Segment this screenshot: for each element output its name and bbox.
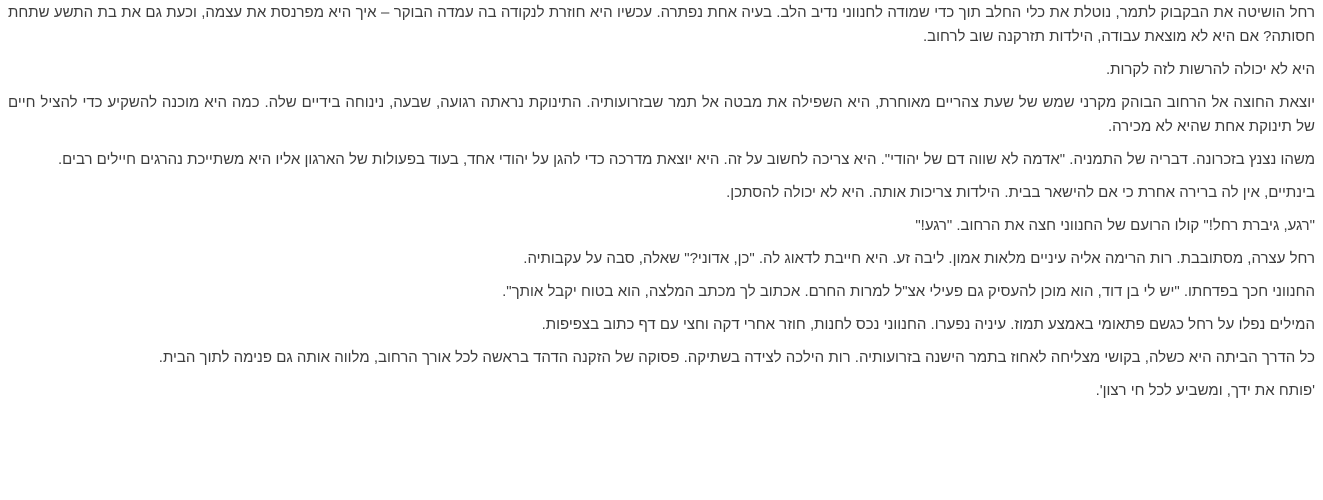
paragraph: יוצאת החוצה אל הרחוב הבוהק מקרני שמש של שעת צהריים מאוחרת, היא השפילה את מבטה אל תמר שבזרועותיה. התינוקת נראתה רגועה, שבעה, נינוחה בידיים שלה. כמה היא מוכנה להשקיע כדי להציל חיים של תינוקת אחת שהיא לא מכירה.	[8, 94, 1315, 135]
paragraph: בינתיים, אין לה ברירה אחרת כי אם להישאר בבית. הילדות צריכות אותה. היא לא יכולה להסתכן.	[726, 184, 1315, 201]
paragraph: "רגע, גיברת רחל!" קולו הרועם של החנווני חצה את הרחוב. "רגע!"	[915, 217, 1315, 234]
paragraph: משהו נצנץ בזכרונה. דבריה של התמניה. "אדמה לא שווה דם של יהודי". היא צריכה לחשוב על זה. היא יוצאת מדרכה כדי להגן על יהודי אחד, בעוד בפעולות של הארגון אליו היא משתייכת נהרגים חיילים רבים.	[58, 151, 1315, 168]
paragraph: החנווני חכך בפדחתו. "יש לי בן דוד, הוא מוכן להעסיק גם פעילי אצ"ל למרות החרם. אכתוב לך מכתב המלצה, הוא בטוח יקבל אותך".	[502, 283, 1315, 300]
paragraph: המילים נפלו על רחל כגשם פתאומי באמצע תמוז. עיניה נפערו. החנווני נכס לחנות, חוזר אחרי דקה וחצי עם דף כתוב בצפיפות.	[541, 316, 1315, 333]
document-body	[8, 1, 1315, 403]
paragraph: כל הדרך הביתה היא כשלה, בקושי מצליחה לאחוז בתמר הישנה בזרועותיה. רות הילכה לצידה בשתיקה. פסוקה של הזקנה הדהד בראשה לכל אורך הרחוב, מלווה אותה גם פנימה לתוך הבית.	[158, 349, 1315, 366]
paragraph: רחל הושיטה את הבקבוק לתמר, נוטלת את כלי החלב תוך כדי שמודה לחנווני נדיב הלב. בעיה אחת נפתרה. עכשיו היא חוזרת לנקודה בה עמדה הבוקר – איך היא מפרנסת את עצמה, וכעת גם את בת התשע שתחת חסותה? אם היא לא מוצאת עבודה, הילדות תזרקנה שוב לרחוב.	[8, 4, 1315, 45]
paragraph: רחל עצרה, מסתובבת. רות הרימה אליה עיניים מלאות אמון. ליבה זע. היא חייבת לדאוג לה. "כן, אדוני?" שאלה, סבה על עקבותיה.	[523, 250, 1315, 267]
paragraph: 'פותח את ידך, ומשביע לכל חי רצון'.	[1095, 382, 1315, 399]
paragraph: היא לא יכולה להרשות לזה לקרות.	[1105, 61, 1315, 78]
